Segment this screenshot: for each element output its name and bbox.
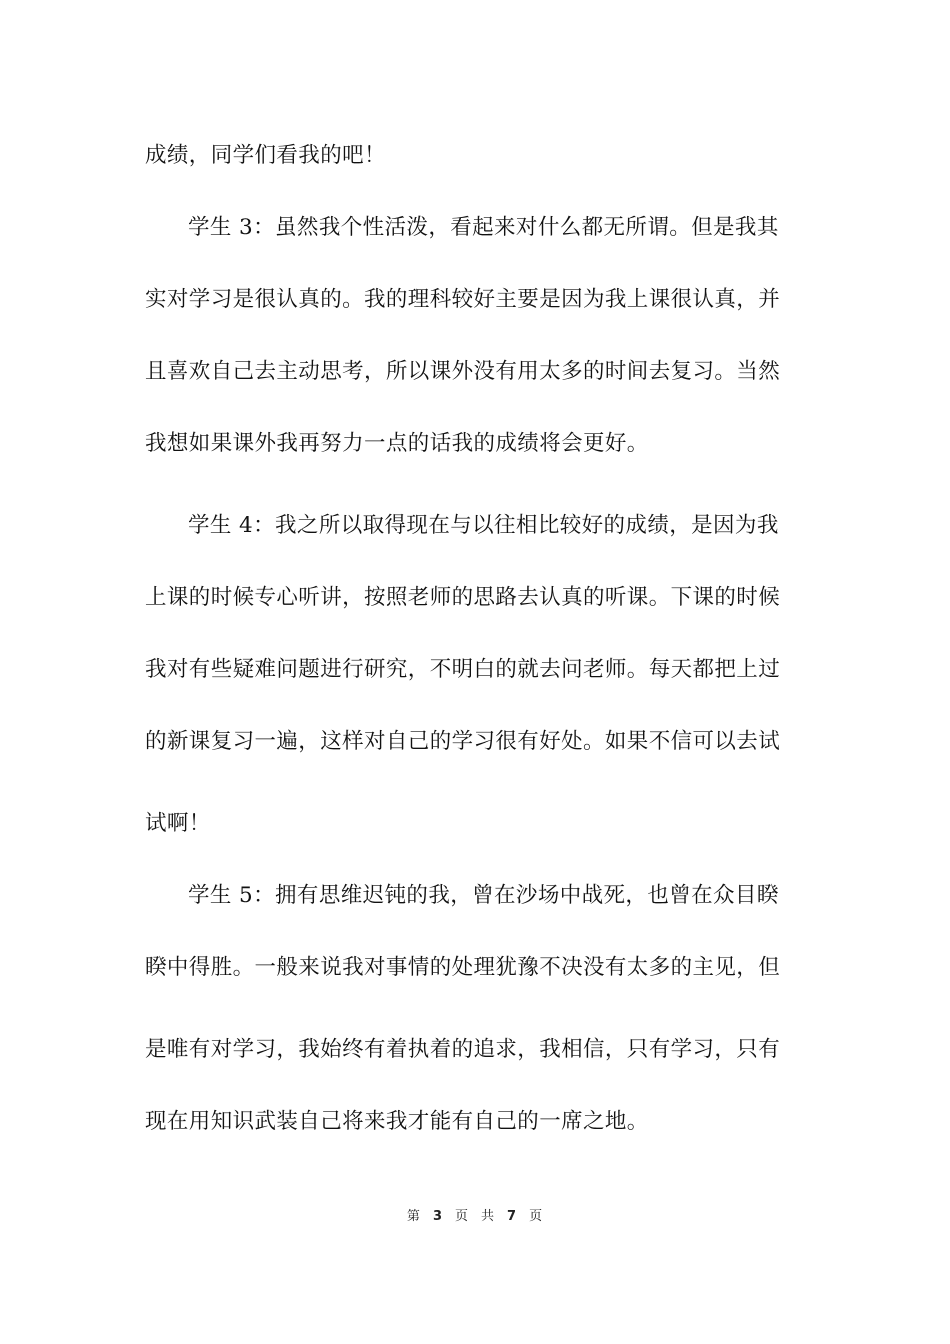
text-line: 学生 5：拥有思维迟钝的我，曾在沙场中战死，也曾在众目睽 (188, 883, 779, 908)
footer-label-total-unit: 页 (529, 1209, 544, 1224)
text-line: 现在用知识武装自己将来我才能有自己的一席之地。 (145, 1109, 649, 1134)
footer-total-pages: 7 (507, 1209, 518, 1224)
text-line: 上课的时候专心听讲，按照老师的思路去认真的听课。下课的时候 (145, 585, 781, 610)
text-line: 睽中得胜。一般来说我对事情的处理犹豫不决没有太多的主见，但 (145, 955, 781, 980)
footer-current-page: 3 (432, 1209, 443, 1224)
footer-label-page-unit: 页 (454, 1209, 469, 1224)
text-line: 是唯有对学习，我始终有着执着的追求，我相信，只有学习，只有 (145, 1037, 781, 1062)
text-line: 的新课复习一遍，这样对自己的学习很有好处。如果不信可以去试 (145, 729, 781, 754)
text-line: 实对学习是很认真的。我的理科较好主要是因为我上课很认真，并 (145, 287, 781, 312)
footer-label-page: 第 (406, 1209, 421, 1224)
text-line: 学生 3：虽然我个性活泼，看起来对什么都无所谓。但是我其 (188, 215, 779, 240)
text-line: 试啊！ (145, 811, 211, 836)
page-footer (0, 1208, 950, 1226)
text-line: 我想如果课外我再努力一点的话我的成绩将会更好。 (145, 431, 649, 456)
text-line: 成绩，同学们看我的吧！ (145, 143, 386, 168)
text-line: 且喜欢自己去主动思考，所以课外没有用太多的时间去复习。当然 (145, 359, 781, 384)
text-line: 学生 4：我之所以取得现在与以往相比较好的成绩，是因为我 (188, 513, 779, 538)
footer-label-total: 共 (481, 1209, 496, 1224)
text-line: 我对有些疑难问题进行研究，不明白的就去问老师。每天都把上过 (145, 657, 781, 682)
